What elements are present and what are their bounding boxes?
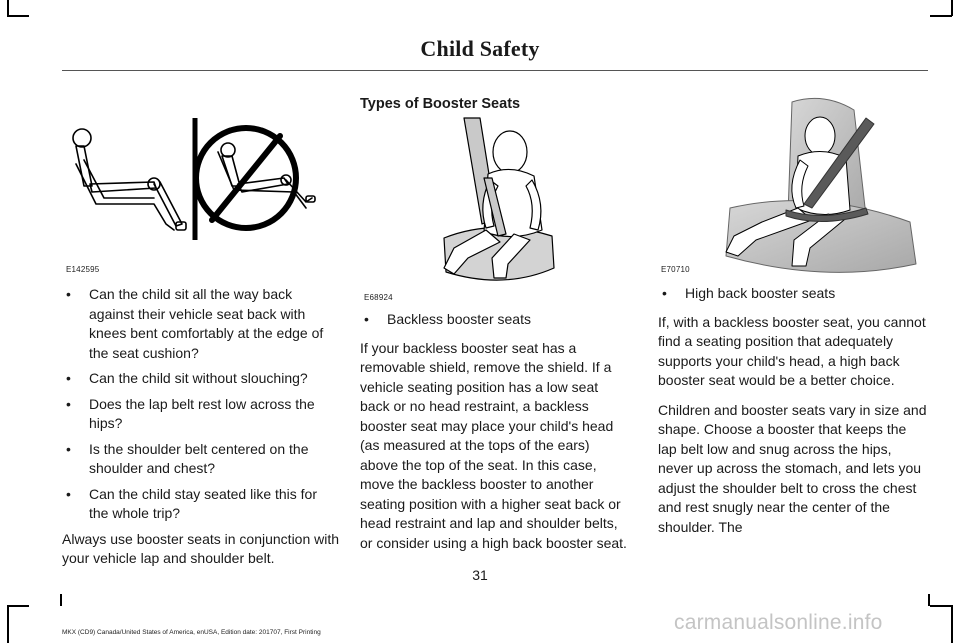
paragraph: If your backless booster seat has a removable shield, remove the shield. If a vehicle seating position has a low seat back or no head restraint, a backless booster seat may place your child's head (as measured at the tops of the ears) above the top of the seat. In this case, move the backless booster to another seating position with a higher seat back or head restraint and lap and shoulder belts, or consider using a high back booster seat. (360, 339, 627, 551)
list-item: • Can the child sit all the way back against their vehicle seat back with knees bent comfortably at the edge of the seat cushion? (62, 285, 340, 363)
paragraph: If, with a backless booster seat, you cannot find a seating position that adequately supports your child's head, a high back booster seat would be a better choice. (658, 313, 926, 388)
section-heading: Types of Booster Seats (360, 96, 521, 112)
figure-code: E70710 (661, 265, 690, 274)
crop-mark-top-right-h (930, 15, 952, 17)
list-item: • High back booster seats (658, 284, 928, 304)
column-2 (360, 310, 630, 563)
paragraph: Always use booster seats in conjunction with your vehicle lap and shoulder belt. (62, 530, 340, 566)
backless-booster-figure (434, 118, 560, 292)
column-1 (62, 285, 340, 579)
watermark: carmanualsonline.info (674, 611, 883, 634)
list (658, 284, 928, 304)
footer-text: MKX (CD9) Canada/United States of America, enUSA, Edition date: 201707, First Printing (62, 629, 321, 636)
high-back-booster-figure (716, 96, 928, 278)
page-number: 31 (472, 567, 488, 583)
seating-position-figure (62, 112, 340, 262)
list (360, 310, 630, 330)
crop-mark-bottom-right-h (930, 605, 952, 607)
checklist (62, 285, 340, 524)
column-3 (658, 284, 928, 547)
crop-mark-bottom-left-v (7, 605, 9, 643)
page-title: Child Safety (420, 36, 540, 61)
figure-code: E68924 (364, 293, 393, 302)
list-item: • Can the child stay seated like this for the whole trip? (62, 485, 340, 524)
header-rule (62, 70, 928, 71)
crop-mark-bottom-mid-right (928, 594, 930, 606)
crop-mark-bottom-right-v (951, 605, 953, 643)
figure-code: E142595 (66, 265, 100, 274)
crop-mark-bottom-mid-left (60, 594, 62, 606)
list-item: • Can the child sit without slouching? (62, 369, 340, 389)
crop-mark-top-left-h (7, 15, 29, 17)
paragraph: Children and booster seats vary in size and shape. Choose a booster that keeps the lap belt low and snug across the hips, never up across the stomach, and lets you adjust the shoulder belt to cross the chest and rest snugly near the center of the shoulder. The (658, 401, 927, 535)
list-item: • Does the lap belt rest low across the hips? (62, 395, 340, 434)
crop-mark-top-left-v (7, 0, 9, 16)
list-item: • Backless booster seats (360, 310, 630, 330)
crop-mark-bottom-left-h (7, 605, 29, 607)
crop-mark-top-right-v (951, 0, 953, 16)
list-item: • Is the shoulder belt centered on the shoulder and chest? (62, 440, 340, 479)
